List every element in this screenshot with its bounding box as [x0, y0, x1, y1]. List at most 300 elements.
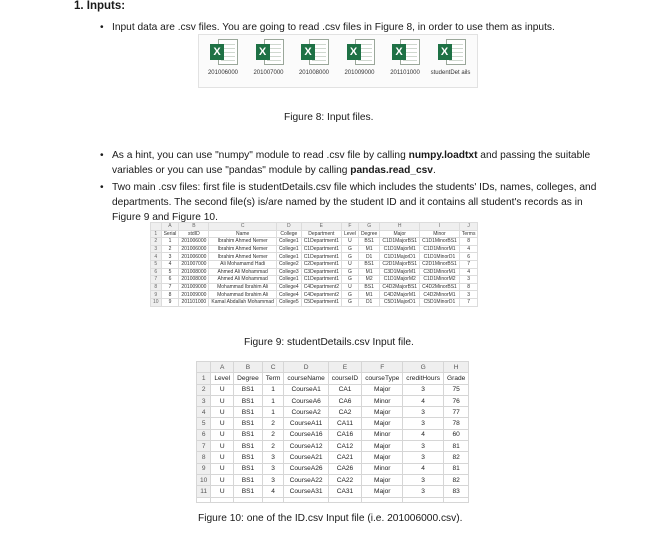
table-cell: G	[341, 253, 358, 261]
table-cell: 3	[161, 253, 179, 261]
table-cell: Serial	[161, 230, 179, 238]
table-cell: M1	[358, 245, 379, 253]
table-cell: College4	[276, 283, 301, 291]
csv-file-icon[interactable]	[429, 39, 473, 77]
table-cell: Minor	[362, 429, 403, 440]
table-cell: Term	[262, 373, 284, 384]
table-row	[197, 418, 469, 429]
table-cell: C1Department1	[301, 245, 341, 253]
table-cell: 3	[403, 418, 444, 429]
table-cell: BS1	[234, 418, 263, 429]
table-cell: 201009000	[179, 291, 209, 299]
table-cell: D1	[358, 298, 379, 306]
csv-file-icon[interactable]	[292, 39, 336, 77]
figure8-caption: Figure 8: Input files.	[284, 112, 374, 123]
hint-text-1: As a hint, you can use "numpy" module to read .csv file by calling	[112, 150, 409, 161]
table-cell: 5	[161, 268, 179, 276]
table-cell: F	[341, 223, 358, 231]
table-cell: 78	[444, 418, 469, 429]
table-cell: 9	[151, 291, 162, 299]
table-cell: 3	[403, 441, 444, 452]
file-name-label: 201008000	[298, 70, 330, 76]
table-cell: Minor	[420, 230, 460, 238]
table-cell: F	[362, 362, 403, 373]
table-cell: College3	[276, 268, 301, 276]
id-csv-table-wrap	[195, 361, 466, 503]
bullet-text: Input data are .csv files. You are going to read .csv files in Figure 8, in order to use them as inputs.	[112, 22, 555, 33]
excel-csv-icon: X	[347, 39, 373, 67]
table-cell: 8	[161, 291, 179, 299]
table-cell: 9	[197, 463, 211, 474]
table-row	[197, 441, 469, 452]
table-cell: courseType	[362, 373, 403, 384]
table-cell: C1D1MinorD1	[420, 253, 460, 261]
excel-csv-icon: X	[301, 39, 327, 67]
table-cell: College1	[276, 238, 301, 246]
table-cell: BS1	[234, 407, 263, 418]
table-cell: 6	[459, 253, 478, 261]
table-cell: 82	[444, 474, 469, 485]
table-row	[197, 463, 469, 474]
table-cell	[211, 497, 234, 502]
table-cell: CourseA2	[284, 407, 328, 418]
table-cell: 11	[197, 486, 211, 497]
table-cell: C4Department2	[301, 291, 341, 299]
table-cell: CA1	[328, 384, 361, 395]
table-cell: 4	[459, 245, 478, 253]
table-cell: Major	[362, 486, 403, 497]
table-cell: CA26	[328, 463, 361, 474]
table-cell: C3D1MinorM1	[420, 268, 460, 276]
table-cell: 81	[444, 441, 469, 452]
table-cell: 2	[262, 418, 284, 429]
table-cell: 3	[403, 474, 444, 485]
table-cell: 8	[459, 283, 478, 291]
table-cell: 1	[262, 395, 284, 406]
table-cell: Ali Mohamamd Hadi	[209, 260, 277, 268]
table-row	[151, 260, 478, 268]
table-cell: Mohammad Ibrahim Ali	[209, 291, 277, 299]
table-cell: CourseA31	[284, 486, 328, 497]
table-cell: Ibrahim Ahmed Nemer	[209, 238, 277, 246]
csv-file-icon[interactable]	[338, 39, 382, 77]
table-cell: College2	[276, 260, 301, 268]
table-cell: C1Department1	[301, 276, 341, 284]
table-cell: 1	[161, 238, 179, 246]
table-cell: Department	[301, 230, 341, 238]
table-cell: 201008000	[179, 276, 209, 284]
table-cell: 82	[444, 452, 469, 463]
table-cell: U	[211, 407, 234, 418]
table-row	[197, 407, 469, 418]
table-cell: U	[211, 384, 234, 395]
table-cell: CourseA16	[284, 429, 328, 440]
table-cell: stdID	[179, 230, 209, 238]
table-cell: 4	[161, 260, 179, 268]
table-cell: H	[444, 362, 469, 373]
table-row	[151, 298, 478, 306]
table-cell: 3	[403, 384, 444, 395]
table-cell: 5	[197, 418, 211, 429]
table-cell: C1Department1	[301, 238, 341, 246]
table-cell: 7	[459, 260, 478, 268]
hint-text-3: .	[432, 165, 436, 176]
table-row	[197, 474, 469, 485]
table-cell: C3Department1	[301, 268, 341, 276]
table-cell: 81	[444, 463, 469, 474]
table-row	[151, 245, 478, 253]
table-cell: CA11	[328, 418, 361, 429]
table-cell: 7	[459, 298, 478, 306]
table-cell	[197, 362, 211, 373]
table-cell: 3	[262, 463, 284, 474]
figure9-caption: Figure 9: studentDetails.csv Input file.	[244, 337, 414, 348]
table-cell: 201006000	[179, 253, 209, 261]
table-cell: 3	[403, 407, 444, 418]
id-csv-table	[196, 361, 469, 503]
table-cell: C5D1MajorD1	[380, 298, 420, 306]
table-cell: C3D1MajorM1	[380, 268, 420, 276]
file-name-label: 201101000	[390, 70, 420, 76]
table-cell: C1Department1	[301, 253, 341, 261]
table-cell: U	[211, 395, 234, 406]
table-cell: C1D1MinorM1	[420, 245, 460, 253]
table-cell: Ahmed Ali Mohammad	[209, 268, 277, 276]
table-cell: G	[341, 276, 358, 284]
excel-csv-icon: X	[256, 39, 282, 67]
table-cell: 4	[197, 407, 211, 418]
table-cell: G	[341, 268, 358, 276]
table-cell: Ibrahim Ahmed Nemer	[209, 245, 277, 253]
table-cell: J	[459, 223, 478, 231]
table-cell: BS1	[234, 429, 263, 440]
table-cell: courseID	[328, 373, 361, 384]
table-cell: C1D1MajorM2	[380, 276, 420, 284]
table-cell: CourseA12	[284, 441, 328, 452]
table-cell: G	[341, 298, 358, 306]
table-cell: A	[211, 362, 234, 373]
table-cell: 6	[161, 276, 179, 284]
table-cell: 10	[197, 474, 211, 485]
table-row	[197, 395, 469, 406]
table-cell: 3	[197, 395, 211, 406]
table-row	[151, 253, 478, 261]
table-cell: D1	[358, 253, 379, 261]
table-cell: 3	[151, 245, 162, 253]
table-cell: D	[284, 362, 328, 373]
table-cell: 3	[262, 474, 284, 485]
table-cell: 4	[403, 395, 444, 406]
table-cell: Minor	[362, 395, 403, 406]
csv-file-icon[interactable]	[201, 39, 245, 77]
pandas-read-csv: pandas.read_csv	[350, 165, 433, 176]
table-cell: CourseA26	[284, 463, 328, 474]
csv-file-icon[interactable]	[383, 39, 427, 77]
table-cell: Level	[211, 373, 234, 384]
table-cell: C	[209, 223, 277, 231]
table-cell: 201006000	[179, 245, 209, 253]
table-cell: CA16	[328, 429, 361, 440]
table-cell: 5	[151, 260, 162, 268]
table-cell: 1	[151, 230, 162, 238]
table-cell: G	[341, 245, 358, 253]
table-cell: CA12	[328, 441, 361, 452]
table-cell	[362, 497, 403, 502]
table-row	[151, 238, 478, 246]
table-row	[197, 384, 469, 395]
file-name-label: 201006000	[207, 70, 239, 76]
table-cell: Major	[362, 418, 403, 429]
table-cell: CA22	[328, 474, 361, 485]
table-row	[197, 429, 469, 440]
hint-text-2: and passing the suitable variables or you can use "pandas" module by calling	[112, 150, 591, 176]
table-cell: BS1	[358, 260, 379, 268]
table-cell: Ibrahim Ahmed Nemer	[209, 253, 277, 261]
table-cell: BS1	[234, 486, 263, 497]
table-cell	[262, 497, 284, 502]
table-cell: E	[328, 362, 361, 373]
table-cell	[328, 497, 361, 502]
table-cell: Ahmed Ali Mohammad	[209, 276, 277, 284]
table-cell: C1D1MinorM2	[420, 276, 460, 284]
table-cell: 3	[459, 276, 478, 284]
table-cell: 1	[262, 384, 284, 395]
table-cell: 7	[151, 276, 162, 284]
table-cell: Name	[209, 230, 277, 238]
table-cell: U	[211, 441, 234, 452]
table-cell: CA2	[328, 407, 361, 418]
table-cell: U	[211, 486, 234, 497]
table-cell	[284, 497, 328, 502]
csv-file-icon[interactable]	[247, 39, 291, 77]
table-cell: 8	[459, 238, 478, 246]
table-cell: 3	[459, 291, 478, 299]
table-cell: U	[341, 283, 358, 291]
table-cell: courseName	[284, 373, 328, 384]
table-cell: 75	[444, 384, 469, 395]
table-cell: C4D2MinorBS1	[420, 283, 460, 291]
table-cell: BS1	[234, 384, 263, 395]
header-row	[151, 230, 478, 238]
table-cell: BS1	[358, 238, 379, 246]
table-cell: 7	[161, 283, 179, 291]
table-row	[151, 268, 478, 276]
table-cell: C4Department2	[301, 283, 341, 291]
table-cell: C2Department1	[301, 260, 341, 268]
table-cell: 201007000	[179, 260, 209, 268]
header-row	[197, 373, 469, 384]
table-row	[151, 276, 478, 284]
table-cell: C1D1MajorD1	[380, 253, 420, 261]
table-cell: M2	[358, 276, 379, 284]
column-letters-row	[151, 223, 478, 231]
column-letters-row	[197, 362, 469, 373]
table-cell: College1	[276, 276, 301, 284]
table-cell: Grade	[444, 373, 469, 384]
table-cell: CourseA22	[284, 474, 328, 485]
table-cell: M1	[358, 291, 379, 299]
table-cell: Major	[380, 230, 420, 238]
table-cell: 8	[197, 452, 211, 463]
table-cell: CourseA11	[284, 418, 328, 429]
table-cell: C2D1MinorBS1	[420, 260, 460, 268]
table-cell: 201008000	[179, 268, 209, 276]
file-name-label: studentDet ails	[430, 70, 471, 76]
table-cell: C1D1MajorM1	[380, 245, 420, 253]
table-cell: Level	[341, 230, 358, 238]
table-cell: U	[211, 418, 234, 429]
table-cell: 2	[262, 441, 284, 452]
table-cell: Minor	[362, 463, 403, 474]
table-cell: C	[262, 362, 284, 373]
table-cell: 1	[262, 407, 284, 418]
table-cell: C5D1MinorD1	[420, 298, 460, 306]
table-cell	[197, 497, 211, 502]
file-name-label: 201007000	[253, 70, 284, 76]
table-cell: 8	[151, 283, 162, 291]
table-cell: U	[211, 463, 234, 474]
table-cell: 4	[403, 463, 444, 474]
table-cell: College1	[276, 245, 301, 253]
table-cell: CA31	[328, 486, 361, 497]
table-cell: BS1	[234, 441, 263, 452]
table-cell: G	[403, 362, 444, 373]
table-cell: C2D1MajorBS1	[380, 260, 420, 268]
table-cell: G	[358, 223, 379, 231]
table-cell: H	[380, 223, 420, 231]
table-cell: U	[211, 452, 234, 463]
table-cell: CourseA1	[284, 384, 328, 395]
table-cell: Terms	[459, 230, 478, 238]
table-cell: BS1	[234, 452, 263, 463]
numpy-loadtxt: numpy.loadtxt	[408, 150, 478, 161]
table-cell: C4D2MinorM1	[420, 291, 460, 299]
table-cell: E	[301, 223, 341, 231]
table-cell: Kamal Abdallah Mohammad	[209, 298, 277, 306]
table-row	[197, 452, 469, 463]
table-cell: 7	[197, 441, 211, 452]
table-cell: 10	[151, 298, 162, 306]
table-cell: 6	[151, 268, 162, 276]
table-cell: U	[341, 260, 358, 268]
table-cell: Degree	[234, 373, 263, 384]
table-cell: G	[341, 291, 358, 299]
bullet-input-files	[100, 20, 622, 35]
table-cell: U	[341, 238, 358, 246]
table-cell	[403, 497, 444, 502]
table-row	[151, 291, 478, 299]
table-cell: 4	[262, 486, 284, 497]
table-cell	[234, 497, 263, 502]
table-cell: 76	[444, 395, 469, 406]
figure10-caption: Figure 10: one of the ID.csv Input file (i.e. 201006000.csv).	[198, 513, 463, 524]
input-files-figure	[198, 34, 478, 88]
table-cell: U	[211, 474, 234, 485]
table-cell: CA21	[328, 452, 361, 463]
table-cell: Major	[362, 452, 403, 463]
table-cell: C5Department1	[301, 298, 341, 306]
table-cell: 77	[444, 407, 469, 418]
table-cell: 2	[197, 384, 211, 395]
table-cell: C1D1MajorBS1	[380, 238, 420, 246]
table-row	[197, 486, 469, 497]
table-cell: U	[211, 429, 234, 440]
excel-csv-icon: X	[438, 39, 464, 67]
table-cell: BS1	[234, 395, 263, 406]
table-cell: A	[161, 223, 179, 231]
table-cell: 201009000	[179, 283, 209, 291]
table-cell: BS1	[234, 474, 263, 485]
table-cell: Major	[362, 474, 403, 485]
table-cell: 2	[262, 429, 284, 440]
table-cell: College4	[276, 291, 301, 299]
table-cell: 201101000	[179, 298, 209, 306]
table-cell: 3	[403, 486, 444, 497]
table-cell: C4D2MajorM1	[380, 291, 420, 299]
table-cell: 6	[197, 429, 211, 440]
table-cell	[151, 223, 162, 231]
table-cell: 2	[151, 238, 162, 246]
bullet-text: Two main .csv files: first file is studentDetails.csv file which includes the students' IDs, names, colleges, and departments. The second file(s) is/are named by the student ID and it contains all student's records as in Figure 9 and Figure 10.	[112, 182, 597, 223]
excel-csv-icon: X	[210, 39, 236, 67]
table-cell: M1	[358, 268, 379, 276]
table-cell: 1	[197, 373, 211, 384]
section-heading: 1. Inputs:	[74, 0, 126, 12]
table-cell: D	[276, 223, 301, 231]
student-details-table	[150, 222, 478, 307]
table-cell: 60	[444, 429, 469, 440]
table-cell	[444, 497, 469, 502]
table-cell: I	[420, 223, 460, 231]
table-cell: Major	[362, 441, 403, 452]
table-cell: 4	[403, 429, 444, 440]
table-cell: B	[179, 223, 209, 231]
table-cell: Major	[362, 407, 403, 418]
table-cell: C1D1MinorBS1	[420, 238, 460, 246]
table-cell: 3	[403, 452, 444, 463]
bullet-hint	[100, 148, 602, 178]
table-cell: creditHours	[403, 373, 444, 384]
table-cell: C4D2MajorBS1	[380, 283, 420, 291]
table-cell: 201006000	[179, 238, 209, 246]
table-cell: BS1	[358, 283, 379, 291]
partial-row	[197, 497, 469, 502]
table-row	[151, 283, 478, 291]
table-cell: 4	[151, 253, 162, 261]
table-cell: CourseA6	[284, 395, 328, 406]
table-cell: 9	[161, 298, 179, 306]
bullet-dot: •	[100, 150, 104, 161]
table-cell: College	[276, 230, 301, 238]
bullet-dot: •	[100, 182, 104, 193]
table-cell: 2	[161, 245, 179, 253]
bullet-main-files	[100, 180, 610, 225]
table-cell: B	[234, 362, 263, 373]
bullet-dot: •	[100, 22, 104, 33]
table-cell: College1	[276, 253, 301, 261]
file-name-label: 201009000	[344, 70, 375, 76]
table-cell: 4	[459, 268, 478, 276]
table-cell: 3	[262, 452, 284, 463]
table-cell: Degree	[358, 230, 379, 238]
table-cell: 83	[444, 486, 469, 497]
table-cell: College5	[276, 298, 301, 306]
table-cell: Major	[362, 384, 403, 395]
table-cell: CA6	[328, 395, 361, 406]
table-cell: BS1	[234, 463, 263, 474]
table-cell: CourseA21	[284, 452, 328, 463]
excel-csv-icon: X	[392, 39, 418, 67]
